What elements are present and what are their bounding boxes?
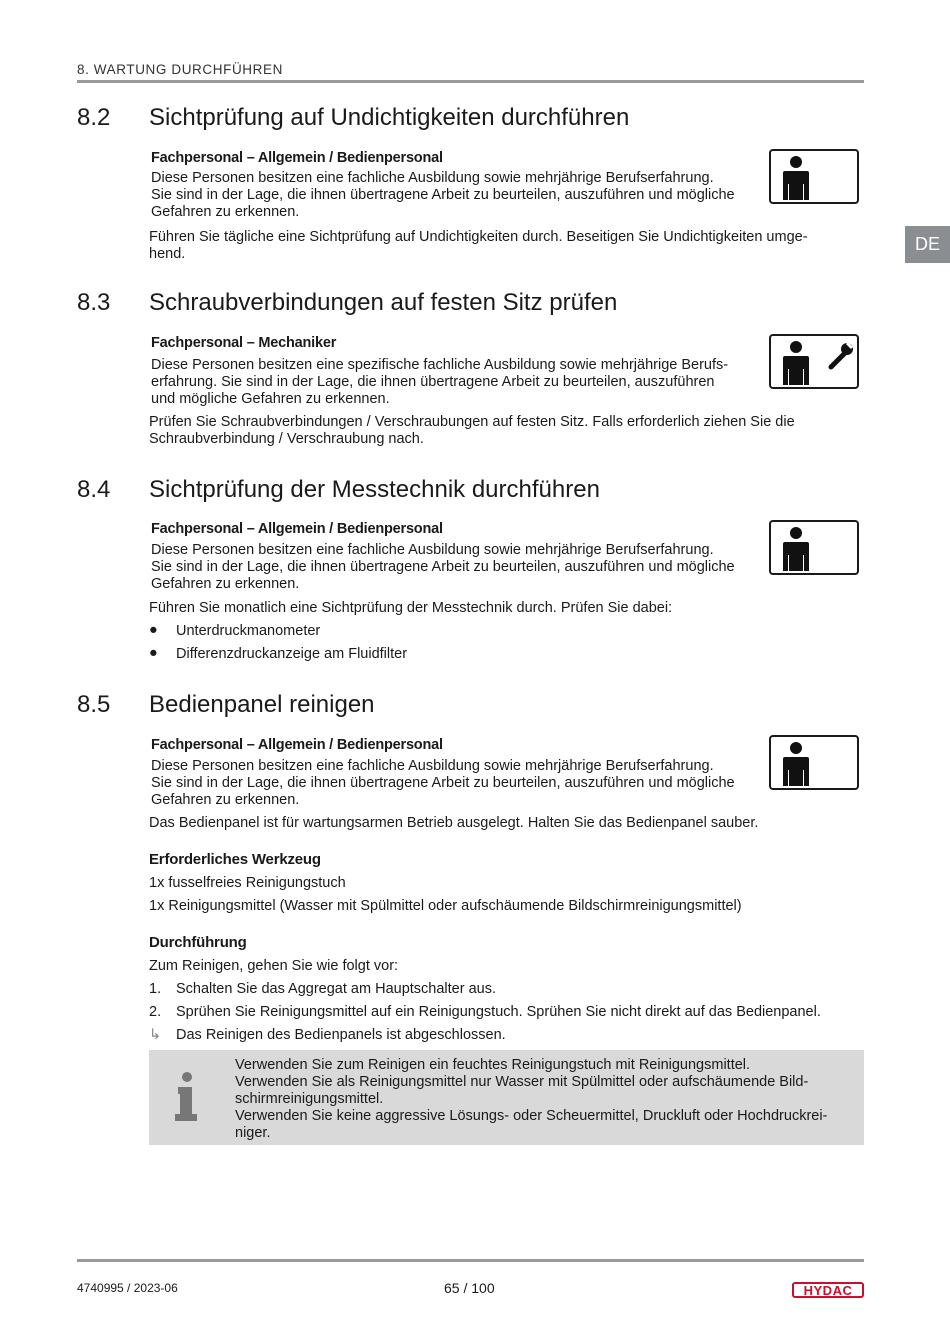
hydac-logo [792, 1282, 864, 1298]
step-number: 2. [149, 1004, 162, 1020]
section-text: Das Bedienpanel ist für wartungsarmen Betrieb ausgelegt. Halten Sie das Bedienpanel sauber. [149, 815, 759, 831]
footer-rule [77, 1259, 864, 1262]
section-text: Führen Sie monatlich eine Sichtprüfung der Messtechnik durch. Prüfen Sie dabei: [149, 600, 673, 616]
info-note [149, 1050, 864, 1145]
person-icon [769, 149, 859, 204]
page-number: 65 / 100 [444, 1280, 495, 1296]
person-icon [769, 735, 859, 790]
section-title: Sichtprüfung der Messtechnik durchführen [149, 476, 600, 503]
language-tab: DE [905, 226, 950, 263]
section-text: Führen Sie tägliche eine Sichtprüfung auf Undichtigkeiten durch. Beseitigen Sie Undichtigkeiten umge- hend. [149, 229, 808, 262]
personnel-description: Diese Personen besitzen eine spezifische fachliche Ausbildung sowie mehrjährige Berufs- erfahrung. Sie sind in der Lage, die ihnen übertragene Arbeit zu beurteilen, auszuführen und mögliche Gefahren zu erkennen. [151, 357, 729, 407]
tools-heading: Erforderliches Werkzeug [149, 851, 321, 868]
step-text: Schalten Sie das Aggregat am Hauptschalter aus. [176, 981, 496, 997]
section-title: Schraubverbindungen auf festen Sitz prüfen [149, 289, 618, 316]
personnel-description: Diese Personen besitzen eine fachliche Ausbildung sowie mehrjährige Berufserfahrung. Sie sind in der Lage, die ihnen übertragene Arbeit zu beurteilen, auszuführen und mögliche Gefahren zu erkennen. [151, 542, 735, 592]
procedure-heading: Durchführung [149, 934, 247, 951]
person-wrench-icon [769, 334, 859, 389]
result-text: Das Reinigen des Bedienpanels ist abgeschlossen. [176, 1027, 506, 1043]
section-number: 8.3 [77, 289, 111, 316]
list-item: 1x fusselfreies Reinigungstuch [149, 875, 346, 891]
step-number: 1. [149, 981, 162, 997]
header-rule [77, 80, 864, 83]
list-item: 1x Reinigungsmittel (Wasser mit Spülmittel oder aufschäumende Bildschirmreinigungsmittel) [149, 898, 742, 914]
section-number: 8.5 [77, 691, 111, 718]
section-title: Sichtprüfung auf Undichtigkeiten durchführen [149, 104, 630, 131]
personnel-title: Fachpersonal – Allgemein / Bedienpersonal [151, 737, 443, 753]
personnel-title: Fachpersonal – Allgemein / Bedienpersonal [151, 521, 443, 537]
section-number: 8.4 [77, 476, 111, 503]
list-item: Unterdruckmanometer [176, 623, 321, 639]
personnel-title: Fachpersonal – Allgemein / Bedienpersonal [151, 150, 443, 166]
procedure-intro: Zum Reinigen, gehen Sie wie folgt vor: [149, 958, 399, 974]
section-number: 8.2 [77, 104, 111, 131]
section-text: Prüfen Sie Schraubverbindungen / Verschraubungen auf festen Sitz. Falls erforderlich ziehen Sie die Schraubverbindung / Verschraubung nach. [149, 414, 795, 447]
result-arrow-icon: ↳ [149, 1027, 162, 1043]
info-icon [171, 1072, 201, 1122]
note-text: Verwenden Sie zum Reinigen ein feuchtes Reinigungstuch mit Reinigungsmittel. Verwenden Sie als Reinigungsmittel nur Wasser mit Spülmittel oder aufschäumende Bild- schirmreinigungsmittel. Verwenden Sie keine aggressive Lösungs- oder Scheuermittel, Druckluft oder Hochdruckrei- niger. [235, 1057, 828, 1141]
personnel-description: Diese Personen besitzen eine fachliche Ausbildung sowie mehrjährige Berufserfahrung. Sie sind in der Lage, die ihnen übertragene Arbeit zu beurteilen, auszuführen und mögliche Gefahren zu erkennen. [151, 170, 735, 220]
step-text: Sprühen Sie Reinigungsmittel auf ein Reinigungstuch. Sprühen Sie nicht direkt auf das Bedienpanel. [176, 1004, 821, 1020]
personnel-description: Diese Personen besitzen eine fachliche Ausbildung sowie mehrjährige Berufserfahrung. Sie sind in der Lage, die ihnen übertragene Arbeit zu beurteilen, auszuführen und mögliche Gefahren zu erkennen. [151, 758, 735, 808]
bullet-icon: ● [149, 645, 158, 661]
logo-text: HYDAC [803, 1283, 853, 1298]
running-header: 8. WARTUNG DURCHFÜHREN [77, 62, 283, 77]
document-number: 4740995 / 2023-06 [77, 1281, 178, 1295]
bullet-icon: ● [149, 622, 158, 638]
personnel-title: Fachpersonal – Mechaniker [151, 335, 337, 351]
section-title: Bedienpanel reinigen [149, 691, 375, 718]
list-item: Differenzdruckanzeige am Fluidfilter [176, 646, 408, 662]
person-icon [769, 520, 859, 575]
